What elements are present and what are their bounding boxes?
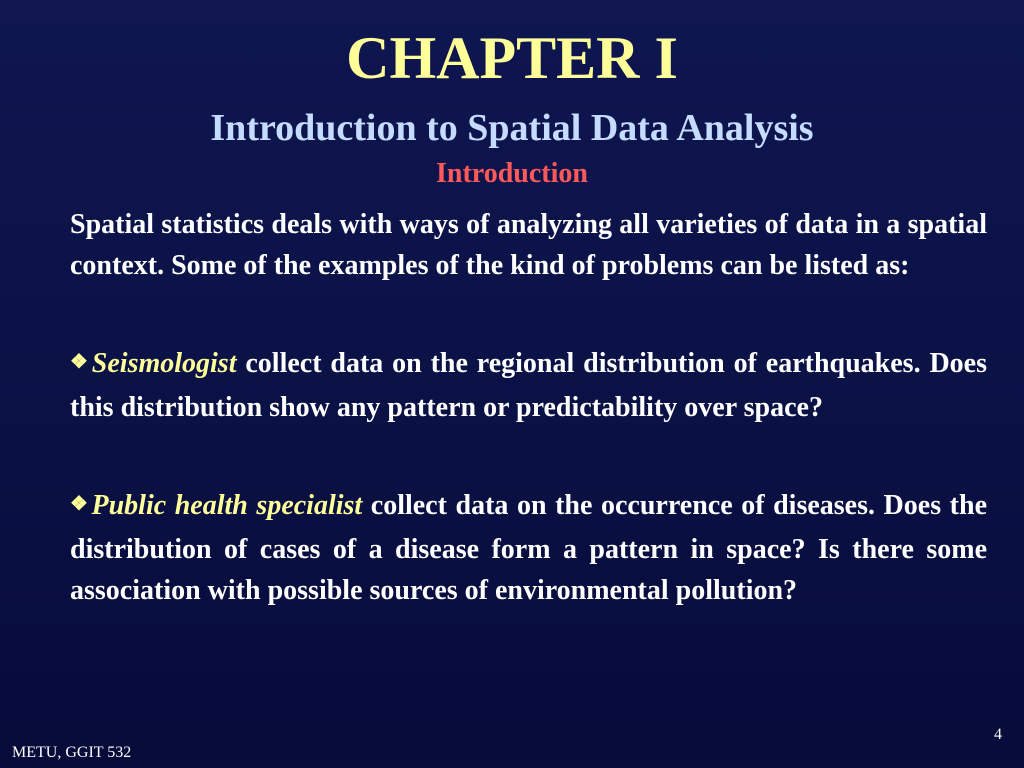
intro-paragraph: Spatial statistics deals with ways of analyzing all varieties of data in a spatial context. Some of the examples of the kind of problems can be listed as: (70, 209, 987, 281)
bullet-emphasis: Public health specialist (91, 490, 363, 521)
chapter-title: CHAPTER I (346, 25, 678, 91)
bullet-text: collect data on the occurrence of diseases. Does the distribution of cases of a disease form a pattern in space? Is there some association with possible sources of environmental pollution? (70, 490, 987, 606)
footer-course-label: METU, GGIT 532 (12, 744, 132, 761)
bullet-item-seismologist (70, 343, 987, 428)
diamond-bullet-icon: ❖ (70, 351, 90, 373)
bullet-text: collect data on the regional distribution of earthquakes. Does this distribution show any pattern or predictability over space? (70, 348, 987, 423)
bullet-item-public-health (70, 485, 987, 611)
bullet-emphasis: Seismologist (91, 348, 237, 379)
section-label: Introduction (436, 158, 588, 189)
slide-subtitle: Introduction to Spatial Data Analysis (210, 107, 814, 149)
diamond-bullet-icon: ❖ (70, 493, 90, 515)
slide-body (70, 204, 987, 611)
page-number: 4 (994, 726, 1002, 743)
